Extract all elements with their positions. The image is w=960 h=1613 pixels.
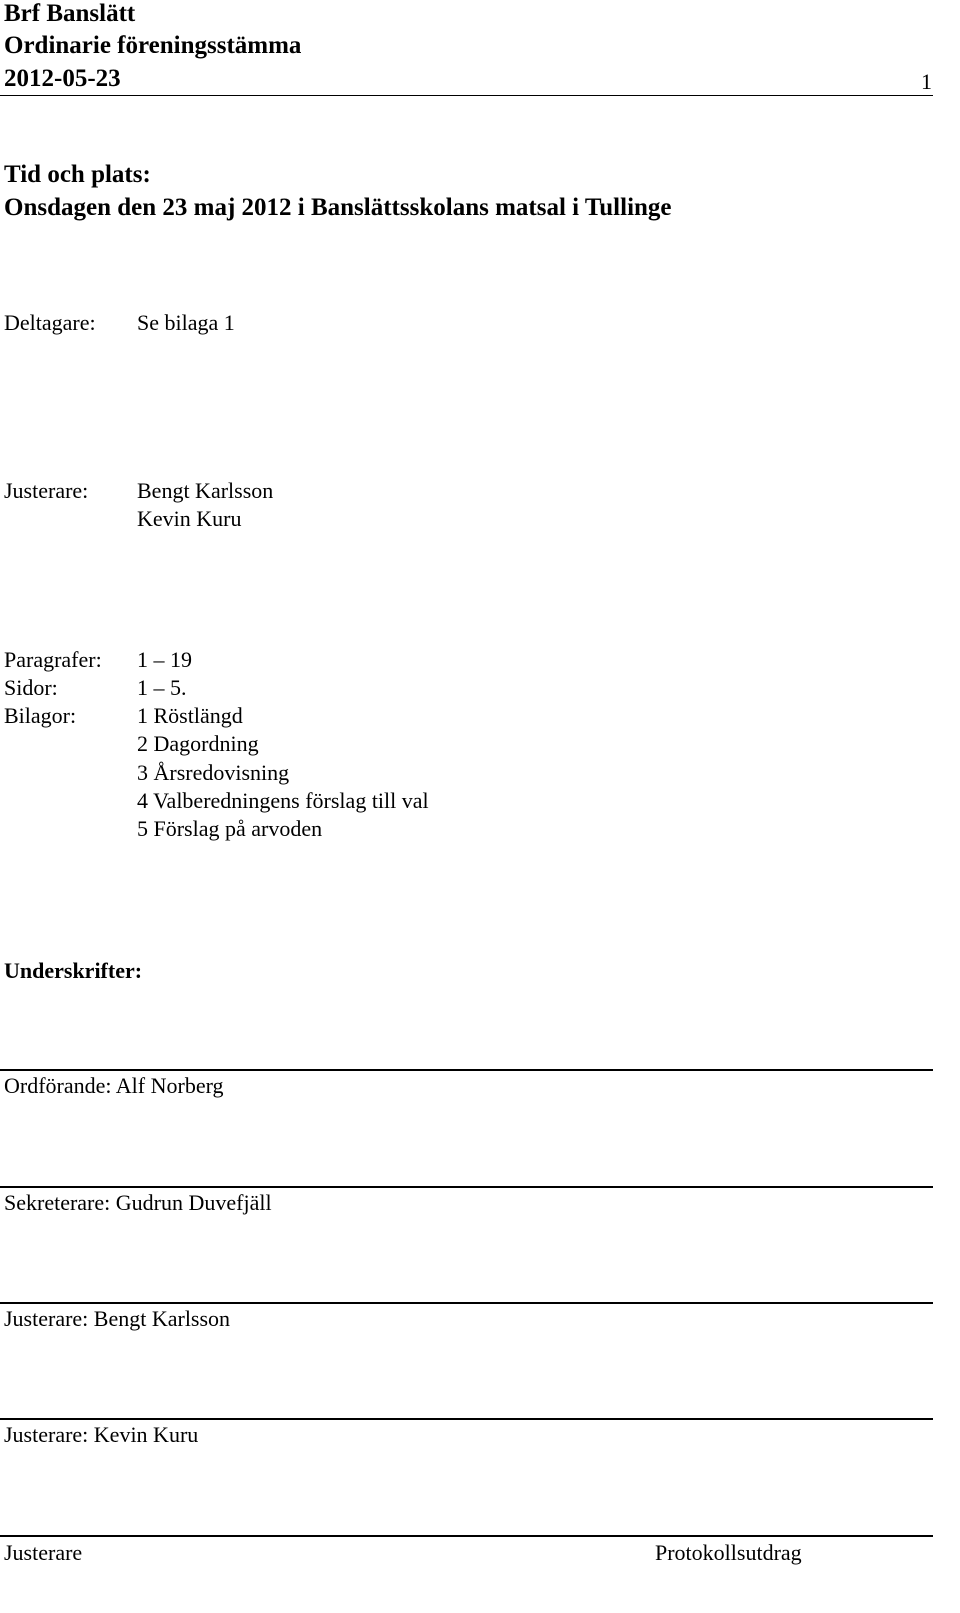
footer-right: Protokollsutdrag <box>655 1540 802 1565</box>
signature-label: Sekreterare: Gudrun Duvefjäll <box>4 1190 272 1215</box>
attachment-item: 1 Röstlängd <box>137 703 243 728</box>
paragraphs-label: Paragrafer: <box>4 647 102 672</box>
org-name: Brf Banslätt <box>4 0 136 27</box>
attachment-item: 4 Valberedningens förslag till val <box>137 788 429 813</box>
meeting-date: 2012-05-23 <box>4 65 121 92</box>
signature-label: Ordförande: Alf Norberg <box>4 1073 224 1098</box>
location-title: Tid och plats: <box>4 161 151 188</box>
attachment-item: 3 Årsredovisning <box>137 760 290 785</box>
signature-line <box>0 1186 933 1188</box>
signature-label: Justerare: Bengt Karlsson <box>4 1306 231 1331</box>
page-number: 1 <box>921 69 932 94</box>
footer-divider <box>0 1535 933 1537</box>
attachment-item: 2 Dagordning <box>137 731 259 756</box>
adjuster-name: Bengt Karlsson <box>137 478 274 503</box>
location-detail: Onsdagen den 23 maj 2012 i Banslättsskolans matsal i Tullinge <box>4 194 672 221</box>
signature-line <box>0 1069 933 1071</box>
attachments-label: Bilagor: <box>4 703 77 728</box>
pages-label: Sidor: <box>4 675 58 700</box>
signature-line <box>0 1418 933 1420</box>
attachment-item: 5 Förslag på arvoden <box>137 816 323 841</box>
adjusters-label: Justerare: <box>4 478 89 503</box>
participants-label: Deltagare: <box>4 310 96 335</box>
header-divider <box>0 95 933 96</box>
adjuster-name: Kevin Kuru <box>137 506 242 531</box>
signatures-title: Underskrifter: <box>4 958 143 983</box>
signature-line <box>0 1302 933 1304</box>
signature-label: Justerare: Kevin Kuru <box>4 1422 199 1447</box>
footer-left: Justerare <box>4 1540 83 1565</box>
meeting-title: Ordinarie föreningsstämma <box>4 32 302 59</box>
participants-value: Se bilaga 1 <box>137 310 235 335</box>
pages-value: 1 – 5. <box>137 675 187 700</box>
paragraphs-value: 1 – 19 <box>137 647 192 672</box>
